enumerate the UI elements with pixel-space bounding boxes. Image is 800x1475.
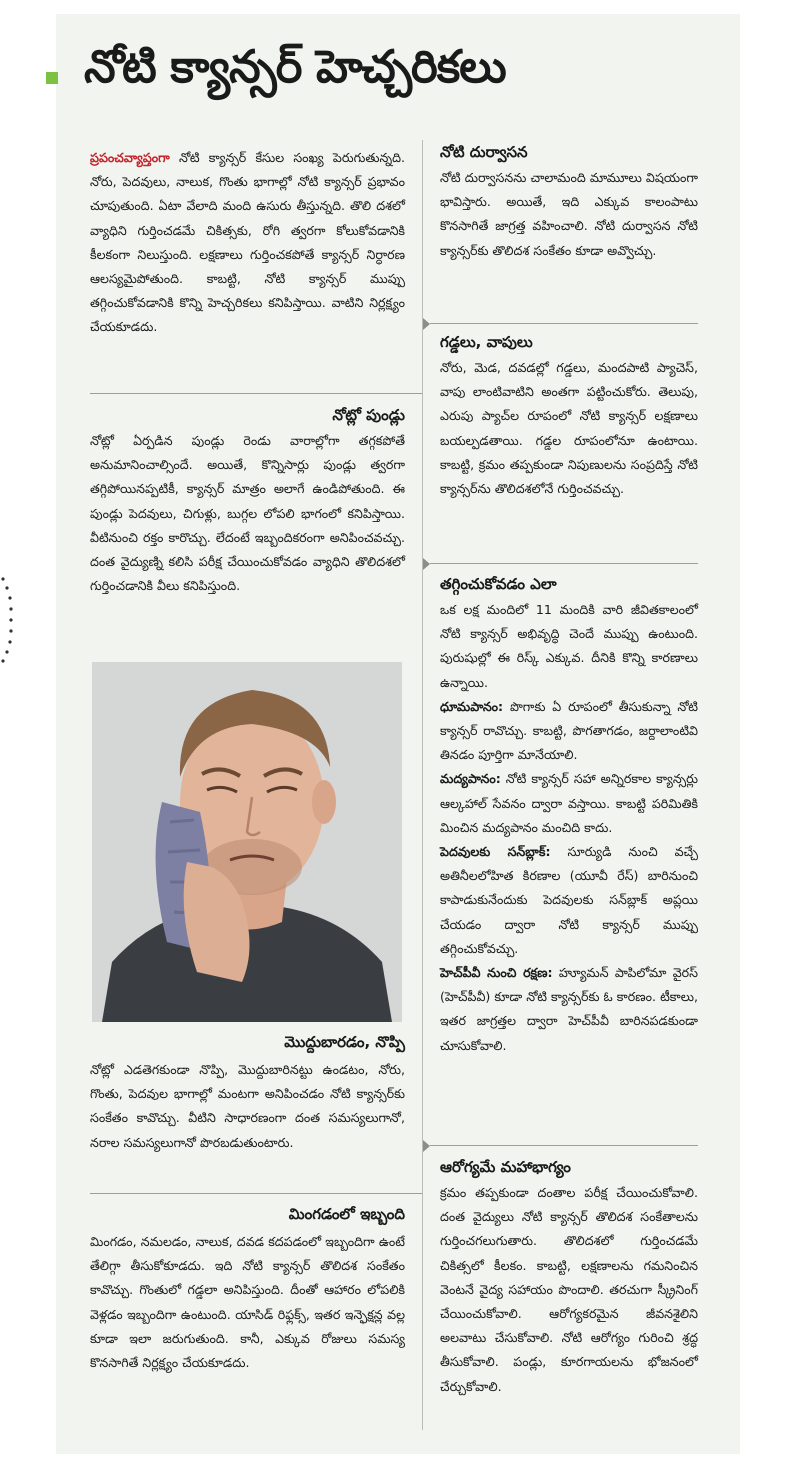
man-toothache-photo — [92, 662, 402, 1022]
breath-text: నోటి దుర్వాసనను చాలామంది మామూలు విషయంగా భావిస్తారు. అయితే, ఇది ఎక్కువ కాలంపాటు కొనసాగితే జాగ్రత్త వహించాలి. నోటి దుర్వాసన నోటి క్యాన్సర్‌కు తొలిదశ సంకేతం కూడా అవ్వొచ్చు. — [440, 170, 698, 258]
headline-area — [56, 14, 740, 124]
health-heading: ఆరోగ్యమే మహాభాగ్యం — [440, 1158, 571, 1176]
swallowing-text: మింగడం, నమలడం, నాలుక, దవడ కదపడంలో ఇబ్బందిగా ఉంటే తేలిగ్గా తీసుకోకూడదు. ఇది నోటి క్యాన్సర్‌ తొలిదశ సంకేతం కావొచ్చు. గొంతులో గడ్డలా అనిపిస్తుంది. దీంతో ఆహారం లోపలికి వెళ్లడం ఇబ్బందిగా ఉంటుంది. యాసిడ్‌ రిఫ్లక్స్‌, ఇతర ఇన్ఫెక్షన్ల వల్ల కూడా ఇలా జరుగుతుంది. కానీ, ఎక్కువ రోజులు సమస్య కొనసాగితే నిర్లక్ష్యం చేయకూడదు. — [90, 1234, 405, 1371]
numbness-section — [90, 1030, 405, 1155]
swallowing-section — [90, 1202, 405, 1375]
section-divider — [430, 323, 698, 324]
numbness-text: నోట్లో ఎడతెగకుండా నొప్పి, మొద్దుబారినట్టు ఉండటం, నోరు, గొంతు, పెదవుల భాగాల్లో మంటగా అనిపించడం నోటి క్యాన్సర్‌కు సంకేతం కావొచ్చు. వీటిని సాధారణంగా దంత సమస్యలుగానో, నరాల సమస్యలుగానో పొరబడుతుంటారు. — [90, 1062, 405, 1150]
ulcers-text: నోట్లో ఏర్పడిన పుండ్లు రెండు వారాల్లోగా తగ్గకపోతే అనుమానించాల్సిందే. అయితే, కొన్నిసార్లు పుండ్లు త్వరగా తగ్గిపోయినప్పటికీ, క్యాన్సర్‌ మాత్రం అలాగే ఉండిపోతుంది. ఈ పుండ్లు పెదవులు, చిగుళ్లు, బుగ్గల లోపలి భాగంలో కనిపిస్తాయి. వీటినుంచి రక్తం కారొచ్చు. లేదంటే ఇబ్బందికరంగా అనిపించవచ్చు. దంత వైద్యుణ్ని కలిసి పరీక్ష చేయించుకోవడం వ్యాధిని తొలిదశలో గుర్తించడానికి వీలు కనిపిస్తుంది. — [90, 433, 405, 594]
article-title: నోటి క్యాన్సర్‌ హెచ్చరికలు — [84, 40, 506, 93]
section-divider — [90, 1193, 422, 1194]
reduce-heading: తగ్గించుకోవడం ఎలా — [440, 575, 557, 593]
risk-item-hpv: హెచ్‌పీవీ నుంచి రక్షణ: హ్యూమన్‌ పాపిలోమా వైరస్‌ (హెచ్‌పీవీ) కూడా నోటి క్యాన్సర్‌కు ఓ కారణం. టీకాలు, ఇతర జాగ్రత్తల ద్వారా హెచ్‌పీవీ బారినపడకుండా చూసుకోవాలి. — [440, 965, 698, 1053]
risk-item-sunblock: పెదవులకు సన్‌బ్లాక్‌: సూర్యుడి నుంచి వచ్చే అతినీలలోహిత కిరణాల (యూవీ రేస్‌) బారినుంచి కాపాడుకునేందుకు పెదవులకు సన్‌బ్లాక్‌ అప్లయి చేయడం ద్వారా నోటి క్యాన్సర్‌ ముప్పు తగ్గించుకోవచ్చు. — [440, 844, 698, 956]
green-bullet-icon — [46, 72, 58, 84]
intro-section — [90, 146, 405, 340]
lumps-heading: గడ్డలు, వాపులు — [440, 333, 533, 351]
section-divider — [90, 393, 422, 394]
intro-paragraph — [90, 146, 405, 340]
health-section — [440, 1155, 698, 1399]
risk-item-smoking: ధూమపానం: పొగాకు ఏ రూపంలో తీసుకున్నా నోటి క్యాన్సర్‌ రావొచ్చు. కాబట్టి, పొగతాగడం, జర్దాలాంటివి తినడం పూర్తిగా మానేయాలి. — [440, 698, 698, 763]
intro-text: నోటి క్యాన్సర్‌ కేసుల సంఖ్య పెరుగుతున్నది. నోరు, పెదవులు, నాలుక, గొంతు భాగాల్లో నోటి క్యాన్సర్‌ ప్రభావం చూపుతుంది. ఏటా వేలాది మంది ఉసురు తీస్తున్నది. తొలి దశలో వ్యాధిని గుర్తించడమే చికిత్సకు, రోగి త్వరగా కోలుకోవడానికి కీలకంగా నిలుస్తుంది. లక్షణాలు గుర్తించకపోతే క్యాన్సర్‌ నిర్ధారణ ఆలస్యమైపోతుంది. కాబట్టి, నోటి క్యాన్సర్‌ ముప్పు తగ్గించుకోవడానికి కొన్ని హెచ్చరికలు కనిపిస్తాయి. వాటిని నిర్లక్ష్యం చేయకూడదు. — [90, 150, 405, 335]
column-divider — [422, 140, 423, 1430]
section-divider — [430, 563, 698, 564]
section-marker-icon — [423, 558, 430, 570]
section-marker-icon — [423, 1140, 430, 1152]
ulcers-section — [90, 403, 405, 598]
risk-item-alcohol: మద్యపానం: నోటి క్యాన్సర్‌ సహా అన్నిరకాల క్యాన్సర్లు ఆల్కహాల్‌ సేవనం ద్వారా వస్తాయి. కాబట్టి పరిమితికి మించిన మద్యపానం మంచిది కాదు. — [440, 771, 698, 835]
dotted-arc-decoration — [0, 575, 14, 665]
lumps-text: నోరు, మెడ, దవడల్లో గడ్డలు, మందపాటి ప్యాచెస్‌, వాపు లాంటివాటిని అంతగా పట్టించుకోరు. తెలుపు, ఎరుపు ప్యాచ్‌ల రూపంలో నోటి క్యాన్సర్‌ లక్షణాలు బయల్పడతాయి. గడ్డల రూపంలోనూ ఉంటాయి. కాబట్టి, క్రమం తప్పకుండా నిపుణులను సంప్రదిస్తే నోటి క్యాన్సర్‌ను తొలిదశలోనే గుర్తించవచ్చు. — [440, 360, 698, 497]
intro-lead: ప్రపంచవ్యాప్తంగా — [90, 150, 170, 165]
breath-section — [440, 140, 698, 263]
numbness-heading: మొద్దుబారడం, నొప్పి — [284, 1033, 405, 1051]
lumps-section — [440, 330, 698, 501]
section-marker-icon — [423, 318, 430, 330]
breath-heading: నోటి దుర్వాసన — [440, 143, 528, 161]
section-divider — [430, 1145, 698, 1146]
ulcers-heading: నోట్లో పుండ్లు — [332, 406, 405, 424]
health-text: క్రమం తప్పకుండా దంతాల పరీక్ష చేయించుకోవాలి. దంత వైద్యులు నోటి క్యాన్సర్‌ తొలిదశ సంకేతాలను గుర్తించగలుగుతారు. తొలిదశలో గుర్తించడమే చికిత్సలో కీలకం. కాబట్టి, లక్షణాలను గమనించిన వెంటనే వైద్య సహాయం పొందాలి. తరచుగా స్క్రీనింగ్‌ చేయించుకోవాలి. ఆరోగ్యకరమైన జీవనశైలిని అలవాటు చేసుకోవాలి. నోటి ఆరోగ్యం గురించి శ్రద్ధ తీసుకోవాలి. పండ్లు, కూరగాయలను భోజనంలో చేర్చుకోవాలి. — [440, 1185, 698, 1394]
swallowing-heading: మింగడంలో ఇబ్బంది — [288, 1205, 405, 1223]
reduce-section — [440, 572, 698, 1058]
reduce-text: ఒక లక్ష మందిలో 11 మందికి వారి జీవితకాలంలో నోటి క్యాన్సర్‌ అభివృద్ధి చెందే ముప్పు ఉంటుంది. పురుషుల్లో ఈ రిస్క్‌ ఎక్కువ. దీనికి కొన్ని కారణాలు ఉన్నాయి. — [440, 602, 698, 690]
